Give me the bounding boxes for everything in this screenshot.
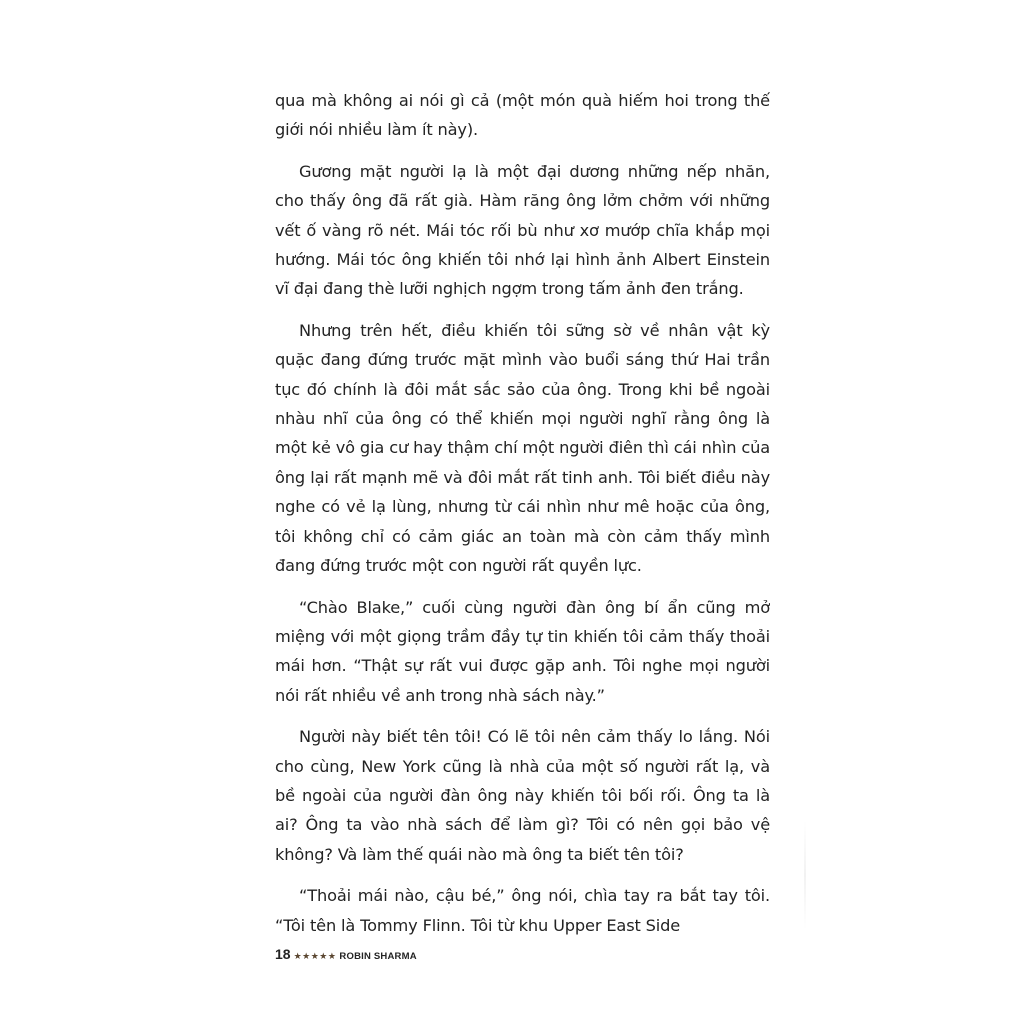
paragraph-tommy-flinn: “Thoải mái nào, cậu bé,” ông nói, chìa tay ra bắt tay tôi. “Tôi tên là Tommy Flinn. Tôi từ khu Upper East Side [275, 886, 770, 935]
paragraph-sharp-eyes: Nhưng trên hết, điều khiến tôi sững sờ về nhân vật kỳ quặc đang đứng trước mặt mình vào buổi sáng thứ Hai trần tục đó chính là đôi mắt sắc sảo của ông. Trong khi bề ngoài nhàu nhĩ của ông có thể khiến mọi người nghĩ rằng ông là một kẻ vô gia cư hay thậm chí một người điên thì cái nhìn của ông lại rất mạnh mẽ và đôi mắt rất tinh anh. Tôi biết điều này nghe có vẻ lạ lùng, nhưng từ cái nhìn như mê hoặc của ông, tôi không chỉ có cảm giác an toàn mà còn cảm thấy mình đang đứng trước một con người rất quyền lực. [275, 320, 770, 576]
author-name: ROBIN SHARMA [339, 951, 417, 962]
paragraph-continued: qua mà không ai nói gì cả (một món quà hiếm hoi trong thế giới nói nhiều làm ít này). [275, 91, 770, 140]
paragraph-stranger-face: Gương mặt người lạ là một đại dương những nếp nhăn, cho thấy ông đã rất già. Hàm răng ông lởm chởm với những vết ố vàng rõ nét. Mái tóc rối bù như xơ mướp chĩa khắp mọi hướng. Mái tóc ông khiến tôi nhớ lại hình ảnh Albert Einstein vĩ đại đang thè lưỡi nghịch ngợm trong tấm ảnh đen trắng. [275, 161, 770, 299]
stars-ornament-icon: ★★★★★ [293, 951, 337, 961]
page-edge-shadow [804, 820, 806, 930]
paragraph-knows-name: Người này biết tên tôi! Có lẽ tôi nên cảm thấy lo lắng. Nói cho cùng, New York cũng là nhà của một số người rất lạ, và bề ngoài của người đàn ông này khiến tôi bối rối. Ông ta là ai? Ông ta vào nhà sách để làm gì? Tôi có nên gọi bảo vệ không? Và làm thế quái nào mà ông ta biết tên tôi? [275, 727, 770, 864]
paragraph-greeting: “Chào Blake,” cuối cùng người đàn ông bí ẩn cũng mở miệng với một giọng trầm đầy tự tin khiến tôi cảm thấy thoải mái hơn. “Thật sự rất vui được gặp anh. Tôi nghe mọi người nói rất nhiều về anh trong nhà sách này.” [275, 597, 770, 705]
page-footer [275, 946, 417, 962]
page-number: 18 [275, 946, 291, 962]
book-page-body [275, 86, 770, 952]
